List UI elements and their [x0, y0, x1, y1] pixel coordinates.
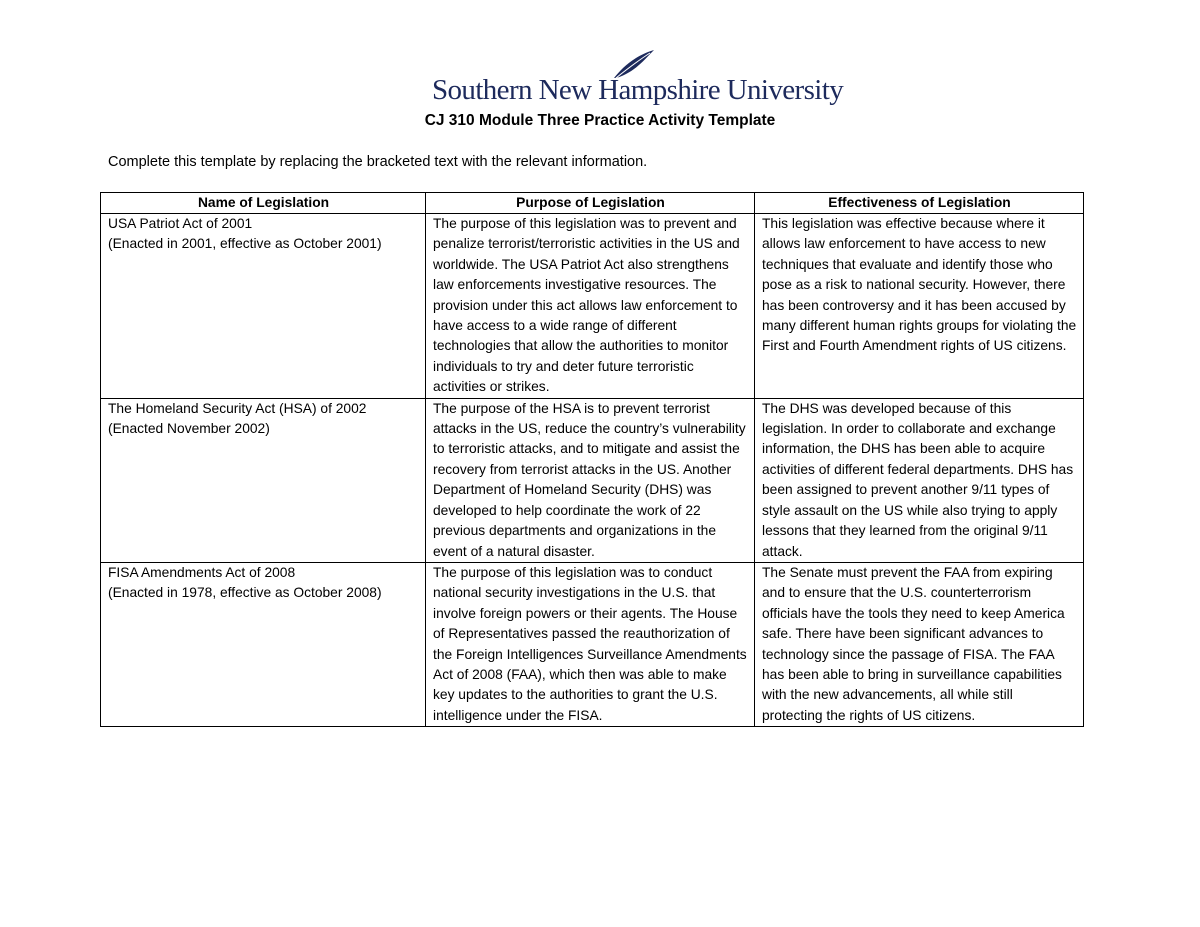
legislation-effectiveness: This legislation was effective because where it allows law enforcement to have access to new techniques that evaluate and identify those who pose as a risk to national security. However, there has been controversy and it has been accused by many different human rights groups for violating the First and Fourth Amendment rights of US citizens.	[755, 214, 1084, 399]
table-row	[101, 398, 1084, 562]
legislation-effectiveness: The DHS was developed because of this legislation. In order to collaborate and exchange information, the DHS has been able to acquire activities of different federal departments. DHS has been assigned to prevent another 9/11 types of style assault on the US while also trying to apply lessons that they learned from the original 9/11 attack.	[755, 398, 1084, 562]
header-purpose: Purpose of Legislation	[426, 193, 755, 214]
legislation-name: USA Patriot Act of 2001	[108, 216, 253, 231]
legislation-effectiveness: The Senate must prevent the FAA from expiring and to ensure that the U.S. counterterrorism officials have the tools they need to keep America safe. There have been significant advances to technology since the passage of FISA. The FAA has been able to bring in surveillance capabilities with the new advancements, all while still protecting the rights of US citizens.	[755, 562, 1084, 726]
legislation-enacted: (Enacted November 2002)	[108, 421, 270, 437]
legislation-purpose: The purpose of this legislation was to prevent and penalize terrorist/terroristic activities in the US and worldwide. The USA Patriot Act also strengthens law enforcements investigative resources. The provision under this act allows law enforcement to have access to a wide range of different technologies that allow the authorities to monitor individuals to try and deter future terroristic activities or strikes.	[426, 214, 755, 399]
university-logo	[432, 48, 844, 108]
logo-wordmark: Southern New Hampshire University	[432, 74, 844, 106]
table-header-row	[101, 193, 1084, 214]
page-title: CJ 310 Module Three Practice Activity Template	[424, 112, 776, 129]
legislation-enacted: (Enacted in 1978, effective as October 2008)	[108, 585, 382, 601]
table-row	[101, 214, 1084, 399]
legislation-table	[100, 192, 1084, 727]
legislation-name-cell	[101, 214, 426, 399]
legislation-enacted: (Enacted in 2001, effective as October 2001)	[108, 236, 382, 252]
header-effectiveness: Effectiveness of Legislation	[755, 193, 1084, 214]
header-name: Name of Legislation	[101, 193, 426, 214]
legislation-name: The Homeland Security Act (HSA) of 2002	[108, 400, 367, 416]
legislation-name: FISA Amendments Act of 2008	[108, 564, 296, 580]
legislation-name-cell	[101, 398, 426, 562]
legislation-purpose: The purpose of the HSA is to prevent terrorist attacks in the US, reduce the country’s vulnerability to terroristic attacks, and to mitigate and assist the recovery from terrorist attacks in the US. Another Department of Homeland Security (DHS) was developed to help coordinate the work of 22 previous departments and organizations in the event of a natural disaster.	[426, 398, 755, 562]
table-row	[101, 562, 1084, 726]
legislation-purpose: The purpose of this legislation was to conduct national security investigations in the U.S. that involve foreign powers or their agents. The House of Representatives passed the reauthorization of the Foreign Intelligences Surveillance Amendments Act of 2008 (FAA), which then was able to make key updates to the authorities to grant the U.S. intelligence under the FISA.	[426, 562, 755, 726]
legislation-name-cell	[101, 562, 426, 726]
instructions-text: Complete this template by replacing the bracketed text with the relevant information.	[108, 154, 648, 170]
